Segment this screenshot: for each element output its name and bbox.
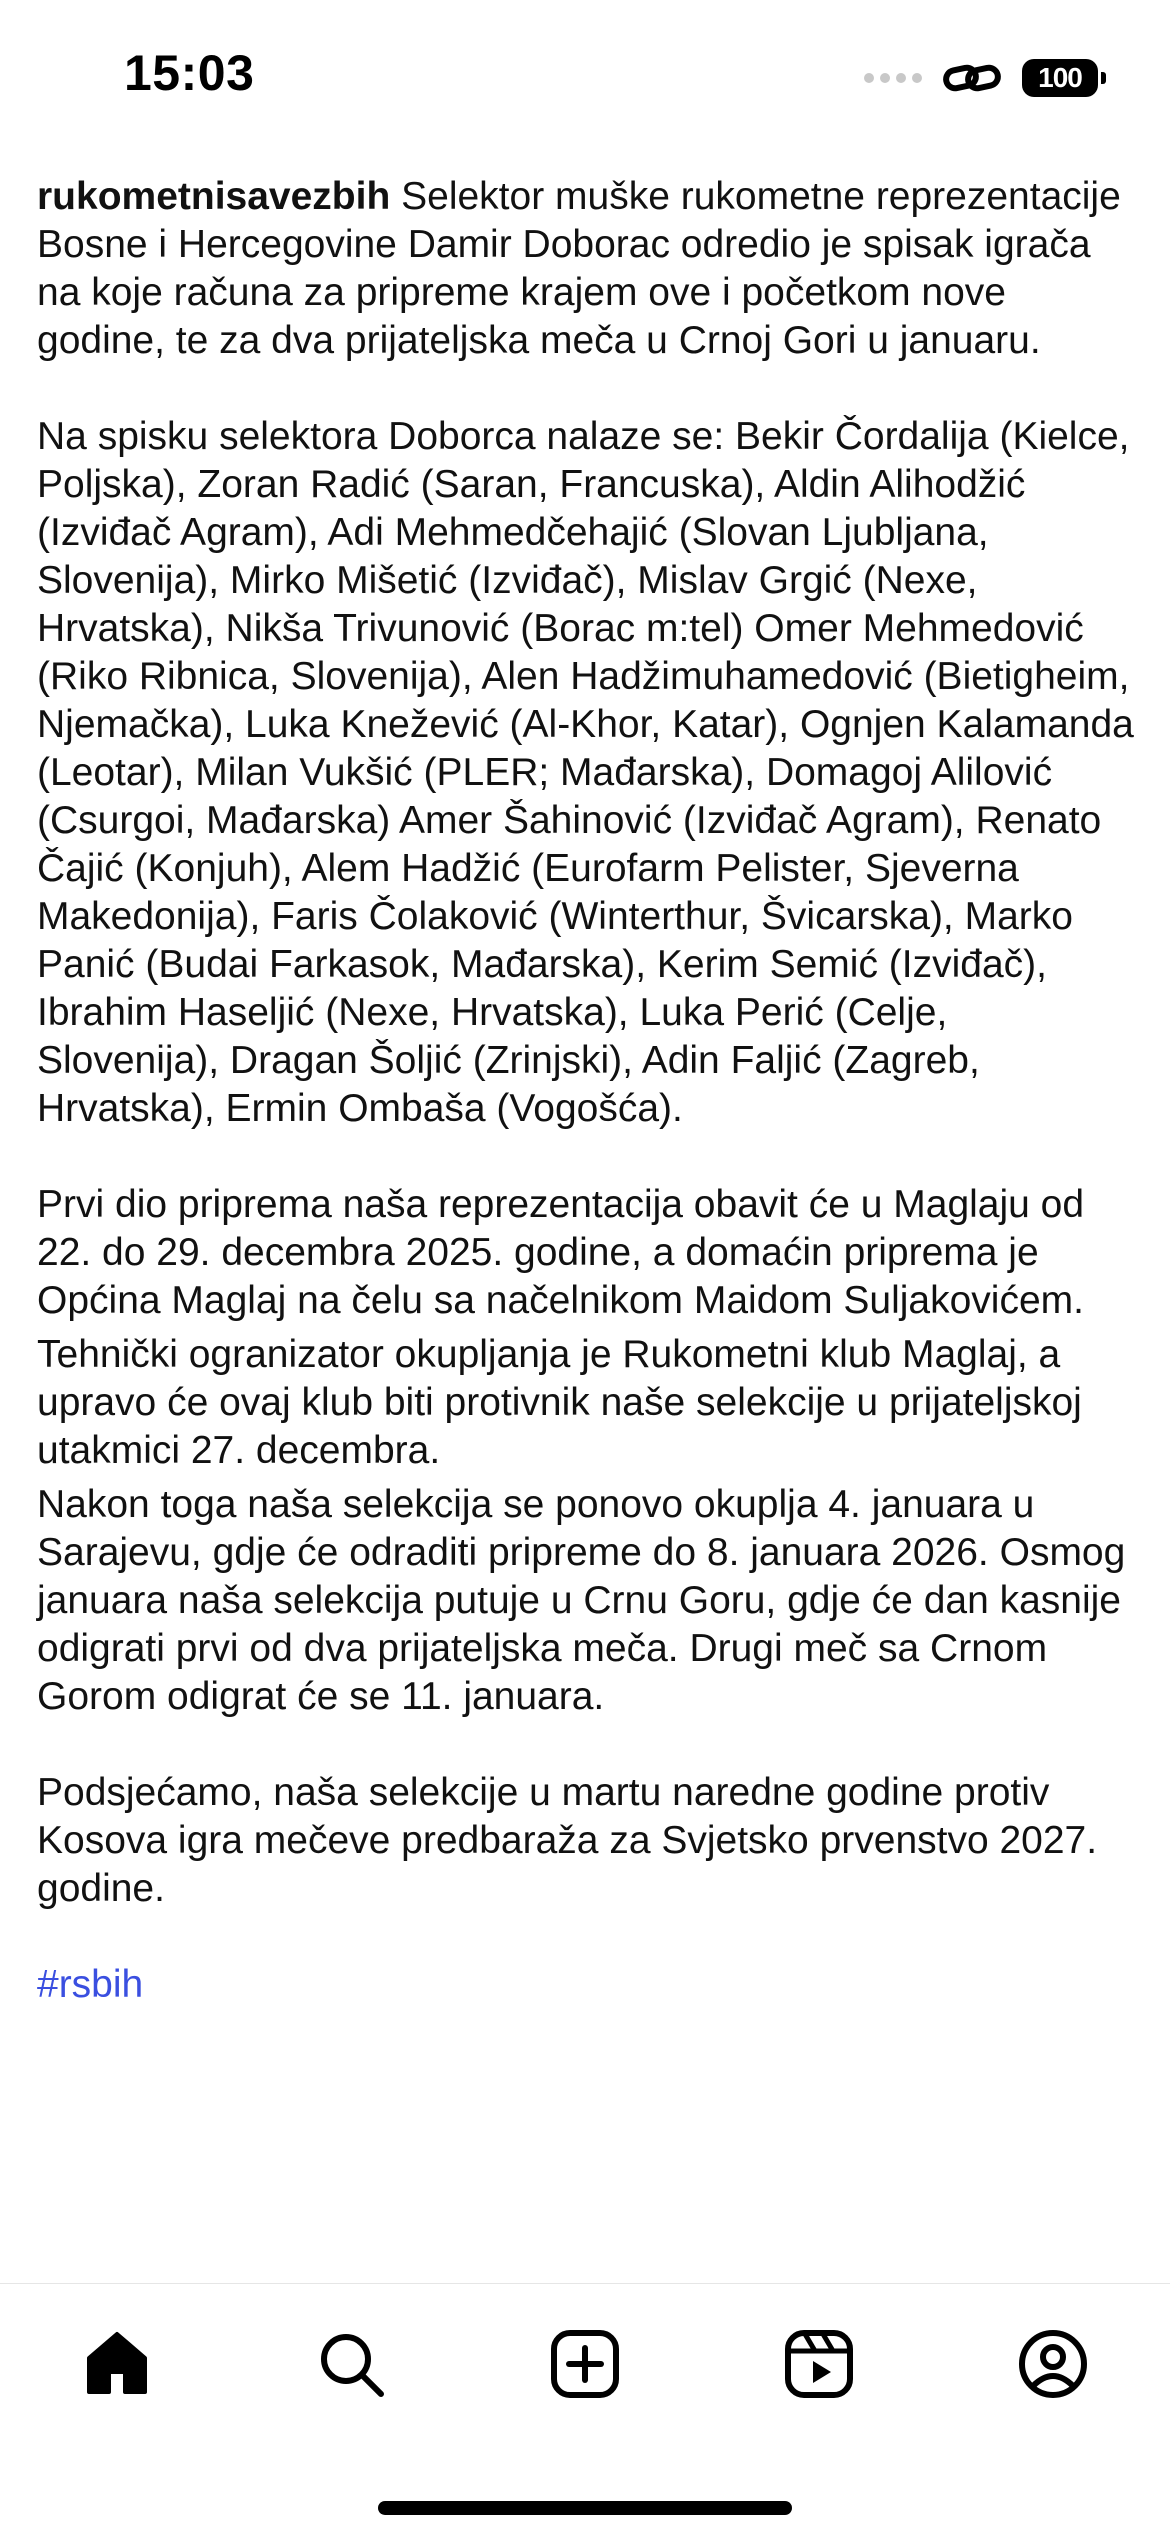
plus-square-icon <box>549 2328 621 2400</box>
home-indicator[interactable] <box>378 2501 792 2515</box>
caption-paragraph-2: Na spisku selektora Doborca nalaze se: Bekir Čordalija (Kielce, Poljska), Zoran Radić (Saran, Francuska), Aldin Alihodžić (Izviđač Agram), Adi Mehmedčehajić (Slovan Ljubljana, Slovenija), Mirko Mišetić (Izviđač), Mislav Grgić (Nexe, Hrvatska), Nikša Trivunović (Borac m:tel) Omer Mehmedović (Riko Ribnica, Slovenija), Alen Hadžimuhamedović (Bietigheim, Njemačka), Luka Knežević (Al-Khor, Katar), Ognjen Kalamanda (Leotar), Milan Vukšić (PLER; Mađarska), Domagoj Alilović (Csurgoi, Mađarska) Amer Šahinović (Izviđač Agram), Renato Čajić (Konjuh), Alem Hadžić (Eurofarm Pelister, Sjeverna Makedonija), Faris Čolaković (Winterthur, Švicarska), Marko Panić (Budai Farkasok, Mađarska), Kerim Semić (Izviđač), Ibrahim Haseljić (Nexe, Hrvatska), Luka Perić (Celje, Slovenija), Dragan Šoljić (Zrinjski), Adin Faljić (Zagreb, Hrvatska), Ermin Ombaša (Vogošća). <box>37 415 1134 1130</box>
nav-profile-button[interactable] <box>1013 2324 1093 2404</box>
caption-paragraph-1 <box>37 173 1137 365</box>
battery-icon <box>1022 59 1098 97</box>
status-indicators <box>864 54 1098 102</box>
hashtag-link[interactable]: #rsbih <box>37 1963 144 2006</box>
home-icon <box>81 2328 153 2400</box>
status-time: 15:03 <box>124 45 255 101</box>
link-icon <box>942 61 1002 95</box>
nav-home-button[interactable] <box>77 2324 157 2404</box>
nav-reels-button[interactable] <box>779 2324 859 2404</box>
reels-icon <box>783 2328 855 2400</box>
search-icon <box>315 2328 387 2400</box>
nav-create-button[interactable] <box>545 2324 625 2404</box>
caption-paragraph-5: Nakon toga naša selekcija se ponovo okuplja 4. januara u Sarajevu, gdje će odraditi pripreme do 8. januara 2026. Osmog januara naša selekcija putuje u Crnu Goru, gdje će dan kasnije odigrati prvi od dva prijateljska meča. Drugi meč sa Crnom Gorom odigrat će se 11. januara. <box>37 1483 1126 1718</box>
bottom-nav <box>0 2283 1170 2533</box>
cellular-dots-icon <box>864 73 922 83</box>
nav-search-button[interactable] <box>311 2324 391 2404</box>
battery-level: 100 <box>1038 62 1082 93</box>
caption-paragraph-6: Podsjećamo, naša selekcije u martu naredne godine protiv Kosova igra mečeve predbaraža za Svjetsko prvenstvo 2027. godine. <box>37 1771 1098 1910</box>
caption-intro-text: Selektor muške rukometne reprezentacije Bosne i Hercegovine Damir Doborac odredio je spisak igrača na koje računa za pripreme krajem ove i početkom nove godine, te za dva prijateljska meča u Crnoj Gori u januaru. <box>37 175 1121 362</box>
caption-paragraph-4: Tehnički ogranizator okupljanja je Rukometni klub Maglaj, a upravo će ovaj klub biti protivnik naše selekcije u prijateljskoj utakmici 27. decembra. <box>37 1333 1082 1472</box>
caption-paragraph-3: Prvi dio priprema naša reprezentacija obavit će u Maglaju od 22. do 29. decembra 2025. godine, a domaćin priprema je Općina Maglaj na čelu sa načelnikom Maidom Suljakovićem. <box>37 1183 1085 1322</box>
username-link[interactable]: rukometnisavezbih <box>37 175 391 218</box>
profile-icon <box>1017 2328 1089 2400</box>
post-caption <box>37 173 1137 2009</box>
status-bar <box>0 0 1170 150</box>
